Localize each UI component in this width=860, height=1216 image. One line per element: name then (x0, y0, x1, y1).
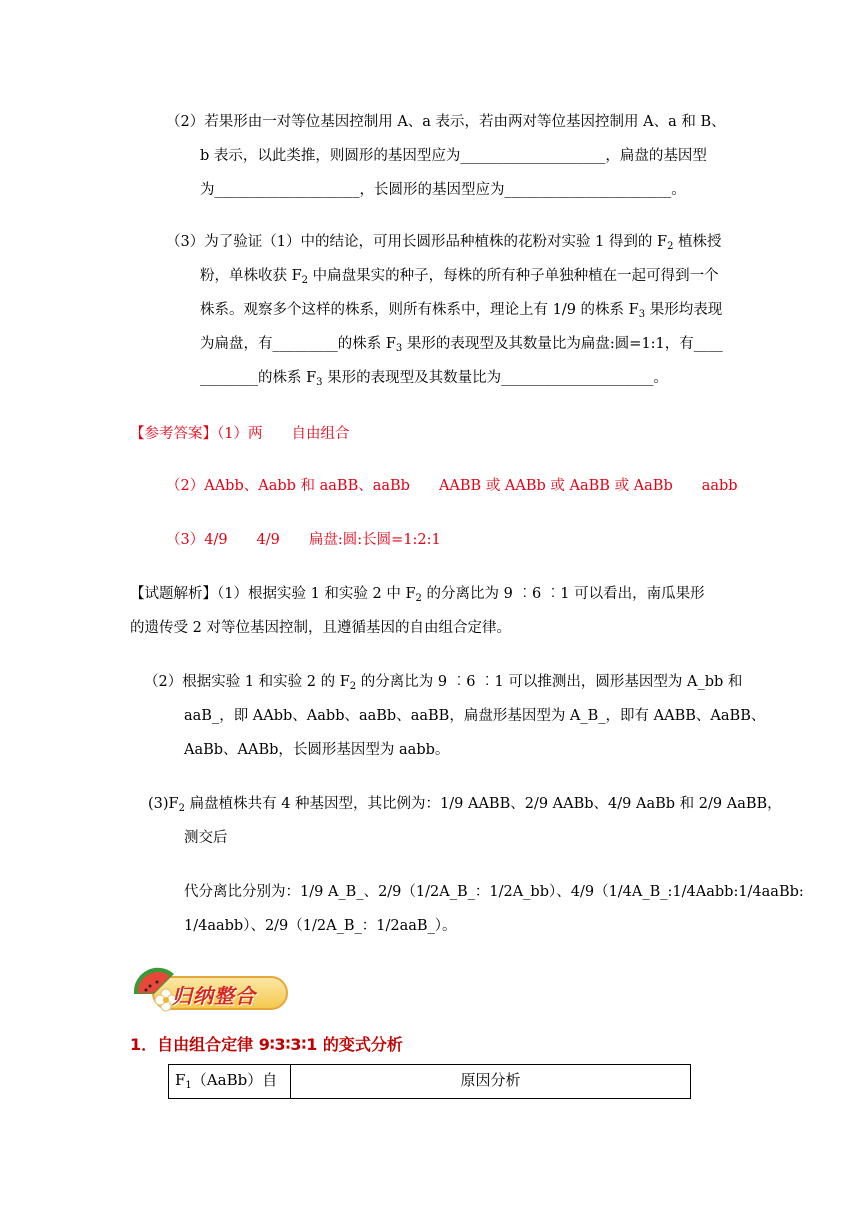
q2-line3: 为____________________，长圆形的基因型应为_______________________。 (200, 182, 686, 198)
q3-line1-text: （3）为了验证（1）中的结论，可用长圆形品种植株的花粉对实验 1 得到的 F (166, 234, 668, 250)
q3-line4 (200, 334, 723, 354)
table-cell-col2: 原因分析 (291, 1065, 691, 1099)
analysis-p3-line1 (148, 794, 782, 814)
q3-line3-text: 株系。观察多个这样的株系，则所有株系中，理论上有 1/9 的株系 F (200, 302, 639, 318)
analysis-p1-sub: 2 (415, 593, 422, 604)
q3-line2-text-b: 中扁盘果实的种子，每株的所有种子单独种植在一起可得到一个 (308, 268, 719, 284)
q3-line2-sub: 2 (301, 275, 309, 286)
analysis-p2-sub: 2 (349, 681, 357, 692)
q3-line4-text: 为扁盘，有_________的株系 F (200, 336, 396, 352)
q3-line2 (200, 266, 719, 286)
answer-part2: （2）AAbb、Aabb 和 aaBB、aaBb AABB 或 AABb 或 AaBB 或 AaBb aabb (166, 478, 738, 494)
analysis-p3-text: (3)F (148, 796, 179, 812)
q2-line2: b 表示，以此类推，则圆形的基因型应为____________________，扁盘的基因型 (200, 148, 707, 164)
q2-line1: （2）若果形由一对等位基因控制用 A、a 表示，若由两对等位基因控制用 A、a 和 B、 (166, 114, 726, 130)
answer-part1: （1）两 自由组合 (217, 426, 350, 442)
analysis-table (168, 1064, 691, 1099)
q3-line5-text-b: 果形的表现型及其数量比为_____________________。 (322, 370, 668, 386)
q3-line5-text: ________的株系 F (200, 370, 317, 386)
analysis-p3-line4: 1/4aabb）、2/9（1/2A_B_：1/2aaB_）。 (184, 918, 457, 934)
section-heading: 1．自由组合定律 9∶3∶3∶1 的变式分析 (130, 1035, 403, 1054)
q3-line1 (166, 232, 722, 252)
table-cell-col1 (169, 1065, 291, 1099)
analysis-p3-line3: 代分离比分别为：1/9 A_B_、2/9（1/2A_B_：1/2A_bb）、4/9（1/4A_B_:1/4Aabb:1/4aaBb: (184, 884, 804, 900)
section-badge (130, 968, 290, 1014)
analysis-p3-sub: 2 (178, 803, 185, 814)
analysis-p1-line2: 的遗传受 2 对等位基因控制，且遵循基因的自由组合定律。 (130, 620, 511, 636)
analysis-p3-line2: 测交后 (184, 830, 228, 846)
analysis-p2-line2: aaB_，即 AAbb、Aabb、aaBb、aaBB，扁盘形基因型为 A_B_，即有 AABB、AaBB、 (184, 708, 766, 724)
answer-line1 (130, 424, 349, 444)
q3-line3 (200, 300, 722, 320)
analysis-p2-line3: AaBb、AABb，长圆形基因型为 aabb。 (184, 742, 450, 758)
analysis-p3-text-b: 扁盘植株共有 4 种基因型，其比例为：1/9 AABB、2/9 AABb、4/9 AaBb 和 2/9 AaBB， (184, 796, 782, 812)
analysis-p1-text: 【试题解析】（1）根据实验 1 和实验 2 中 F (130, 586, 416, 602)
answer-part3: （3）4/9 4/9 扁盘:圆:长圆=1:2:1 (166, 532, 441, 548)
analysis-p2-text-b: 的分离比为 9 ︰6 ︰1 可以推测出，圆形基因型为 A_bb 和 (356, 674, 743, 690)
q3-line3-text-b: 果形均表现 (645, 302, 723, 318)
table-col1-sub: 1 (185, 1080, 192, 1091)
table-col1-text-b: （AaBb）自 (191, 1071, 278, 1089)
badge-text: 归纳整合 (172, 984, 256, 1008)
analysis-p1-text-b: 的分离比为 9 ︰6 ︰1 可以看出，南瓜果形 (421, 586, 705, 602)
table-col1-text: F (175, 1071, 186, 1089)
q3-line4-sub: 3 (395, 343, 403, 354)
q3-line1-sub: 2 (667, 241, 674, 252)
table-row (169, 1065, 691, 1099)
q3-line1-text-b: 植株授 (673, 234, 722, 250)
answer-label: 【参考答案】 (130, 426, 217, 442)
analysis-p2-text: （2）根据实验 1 和实验 2 的 F (144, 674, 350, 690)
q3-line5 (200, 368, 668, 388)
q3-line2-text: 粉，单株收获 F (200, 268, 302, 284)
q3-line4-text-b: 果形的表现型及其数量比为扁盘:圆=1:1，有____ (402, 336, 723, 352)
q3-line5-sub: 3 (316, 377, 323, 388)
analysis-p1-line1 (130, 584, 705, 604)
analysis-p2-line1 (144, 672, 742, 692)
q3-line3-sub: 3 (638, 309, 646, 320)
